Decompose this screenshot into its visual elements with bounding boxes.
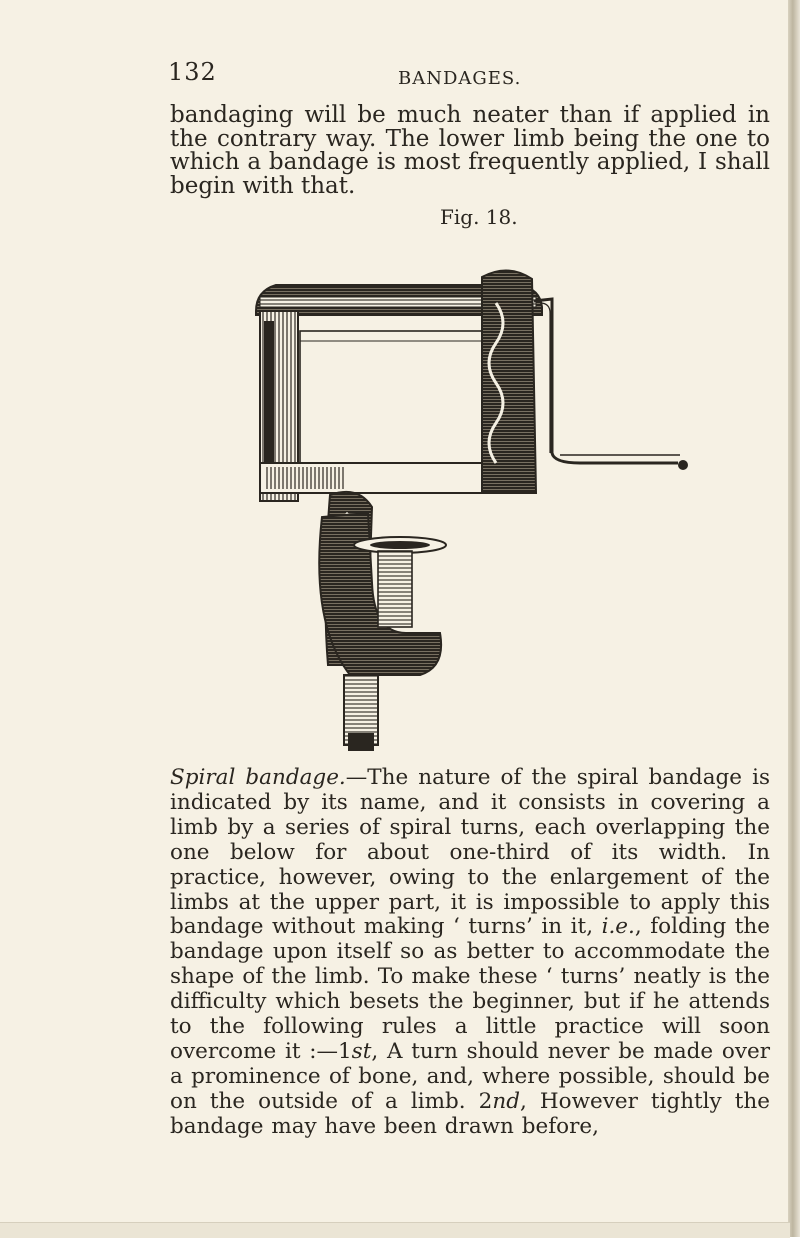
paragraph-text-4: , However tightly the bandage may have been drawn before, [170, 1088, 770, 1139]
bandage-roller-figure [250, 263, 690, 753]
figure-caption: Fig. 18. [440, 205, 518, 229]
page-number: 132 [168, 58, 217, 86]
intro-paragraph: bandaging will be much neater than if applied in the contrary way. The lower limb being the one to which a bandage is most frequently applied, I shall begin with that. [170, 102, 770, 199]
ordinal-first: st [351, 1038, 372, 1064]
spiral-bandage-paragraph [170, 766, 770, 1140]
running-head: BANDAGES. [398, 68, 522, 89]
ordinal-second: nd [492, 1088, 520, 1114]
ie-abbreviation: i.e. [601, 914, 635, 940]
bandage-rolling-machine-illustration [250, 263, 690, 753]
page-edge-right [788, 0, 800, 1237]
paragraph-text-2: , folding the bandage upon itself so as better to accommodate the shape of the limb. To make these ‘ turns’ neatly is the difficulty which besets the beginner, but if he attends to the following rules a little practice will soon overcome it :—1 [170, 914, 770, 1064]
paragraph-text-1: —The nature of the spiral bandage is indicated by its name, and it consists in covering a limb by a series of spiral turns, each overlapping the one below for about one-third of its width. In practice, however, owing to the enlargement of the limbs at the upper part, it is impossible to apply this bandage without making ‘ turns’ in it, [170, 765, 770, 940]
paragraph-lead: Spiral bandage. [170, 765, 346, 790]
page-edge-bottom [0, 1222, 790, 1238]
paragraph-text-3: , A turn should never be made over a prominence of bone, and, where possible, should be on the outside of a limb. 2 [170, 1038, 770, 1114]
